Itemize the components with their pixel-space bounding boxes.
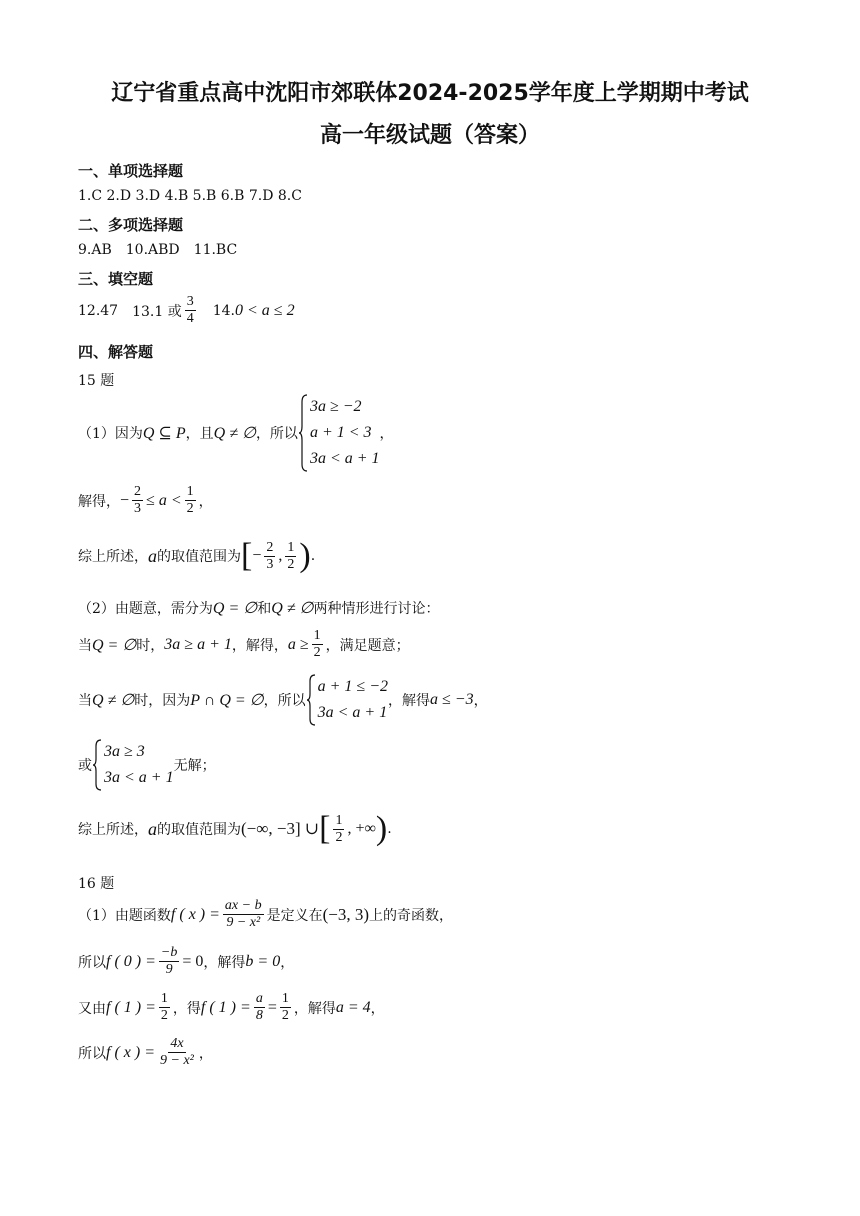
q16-line-3: 又由 f ( 1 ) = $\frac{1}{2}$ ，得 f ( 1 ) = $\frac{a}{8}$ = $\frac{1}{2}$ ，解得 a = 4 ， bbox=[78, 991, 385, 1023]
answer-9: 9.AB bbox=[78, 242, 112, 258]
section-heading-solutions: 四、解答题 bbox=[78, 343, 154, 361]
answer-14-expr: 0 < a ≤ 2 bbox=[234, 301, 295, 319]
q15-part1-line: （1）因为 Q ⊆ P ，且 Q ≠ ∅ ，所以 3a ≥ −2 a + 1 < 3 3a < a + 1 ， bbox=[78, 394, 394, 472]
q15-case-nonempty: 当 Q ≠ ∅ 时，因为 P ∩ Q = ∅ ，所以 a + 1 ≤ −2 3a < a + 1 ，解得 a ≤ −3 ， bbox=[78, 674, 488, 726]
fill-in-answers bbox=[78, 294, 295, 327]
section-heading-single-choice: 一、单项选择题 bbox=[78, 162, 184, 180]
q16-line-4: 所以 f ( x ) = $\frac{4x}{\text{9 − x²}}$ ， bbox=[78, 1036, 213, 1068]
q15-or-case: 或 3a ≥ 3 3a < a + 1 无解； bbox=[78, 739, 216, 791]
left-brace-icon bbox=[306, 674, 316, 726]
q15-part1-system: 3a ≥ −2 a + 1 < 3 3a < a + 1 bbox=[309, 398, 380, 467]
q15-conclusion-1: 综上所述， a 的取值范围为 [ − $\frac{2}{3}$ , $\frac{1}{2}$ ) . bbox=[78, 537, 316, 574]
q15-conclusion-2: 综上所述， a 的取值范围为 (−∞, −3] ∪ [ $\frac{1}{2}$ , +∞ ) . bbox=[78, 810, 392, 847]
q16-line-2: 所以 f ( 0 ) = $\frac{-b}{9}$ = 0 ，解得 b = 0 ， bbox=[78, 945, 295, 977]
answer-14-prefix: 14. bbox=[212, 302, 235, 319]
answer-12: 12.47 bbox=[78, 302, 119, 319]
answer-10: 10.ABD bbox=[125, 242, 180, 258]
answer-13-fraction: $\frac{3}{4}$ bbox=[186, 294, 194, 326]
section-heading-fill-in: 三、填空题 bbox=[78, 270, 154, 288]
question-15-label: 15 题 bbox=[78, 373, 115, 389]
multi-choice-answers bbox=[78, 242, 237, 258]
q16-line-1: （1）由题函数 f ( x ) = $\frac{ax - b}{\text{9 − x²}}$ 是定义在 (−3, 3) 上的奇函数， bbox=[78, 898, 454, 930]
answer-13-prefix: 13.1 或 bbox=[132, 303, 182, 320]
section-heading-multi-choice: 二、多项选择题 bbox=[78, 216, 184, 234]
q15-case-empty: 当 Q = ∅ 时， 3a ≥ a + 1 ，解得， a ≥ $\frac{1}{2}$ ，满足题意； bbox=[78, 628, 410, 660]
left-brace-icon bbox=[298, 394, 308, 472]
question-16-label: 16 题 bbox=[78, 876, 115, 892]
answer-11: 11.BC bbox=[193, 242, 238, 258]
q15-part2-line: （2）由题意，需分为 Q = ∅ 和 Q ≠ ∅ 两种情形进行讨论： bbox=[78, 600, 440, 617]
page-title: 辽宁省重点高中沈阳市郊联体2024-2025学年度上学期期中考试 bbox=[111, 81, 749, 106]
page-subtitle: 高一年级试题（答案） bbox=[319, 123, 540, 148]
left-brace-icon bbox=[92, 739, 102, 791]
q15-solve-line: 解得， − $\frac{2}{3}$ ≤ a < $\frac{1}{2}$ ， bbox=[78, 484, 213, 516]
single-choice-answers: 1.C 2.D 3.D 4.B 5.B 6.B 7.D 8.C bbox=[78, 188, 302, 204]
